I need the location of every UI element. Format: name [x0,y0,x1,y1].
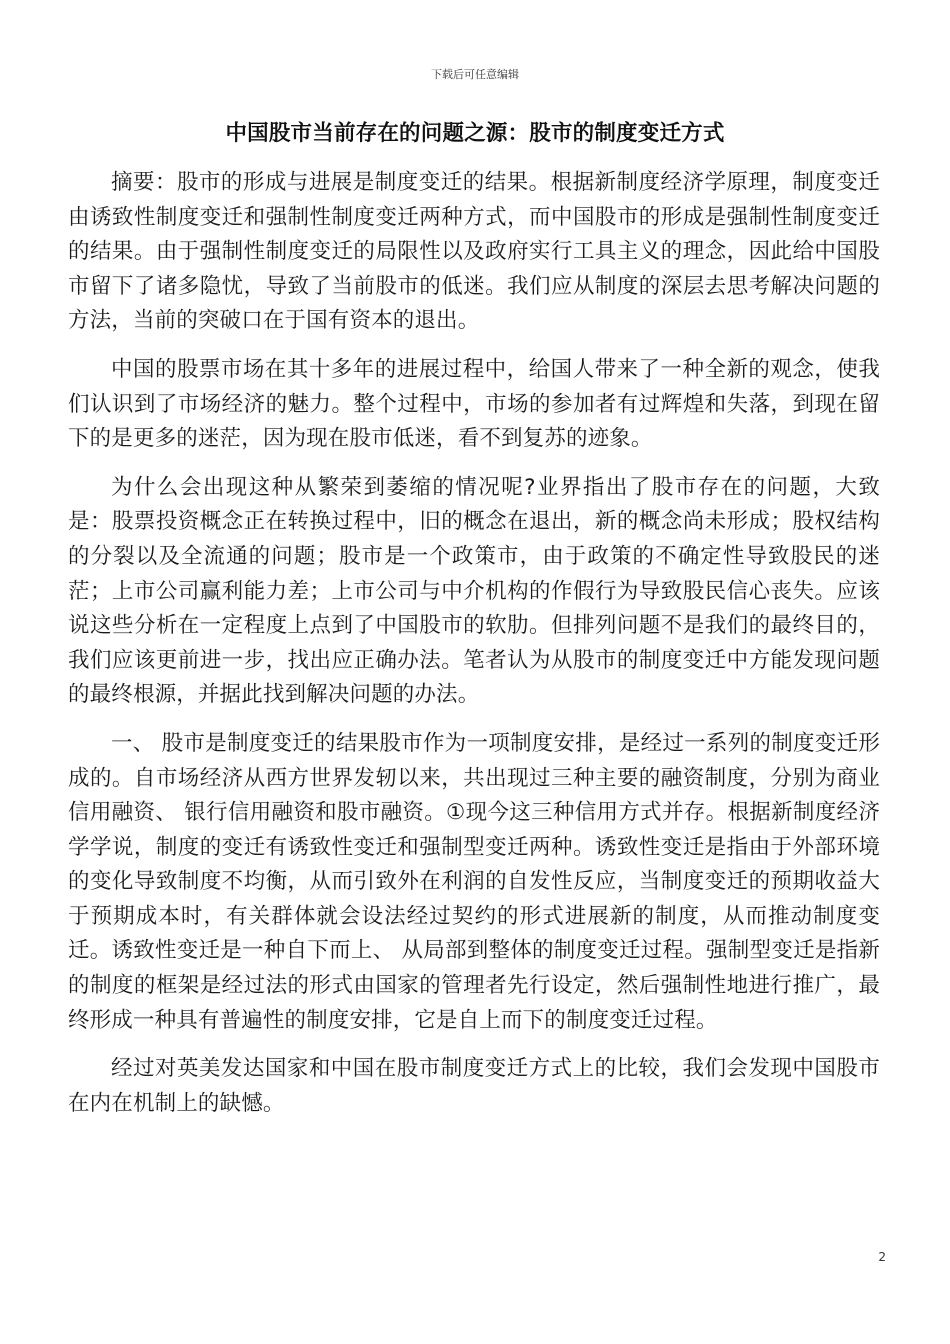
document-title: 中国股市当前存在的问题之源：股市的制度变迁方式 [225,121,725,146]
paragraph: 中国的股票市场在其十多年的进展过程中，给国人带来了一种全新的观念，使我们认识到了市场经济的魅力。整个过程中，市场的参加者有过辉煌和失落，到现在留下的是更多的迷茫，因为现在股市低迷，看不到复苏的迹象。 [68,356,880,452]
paragraph: 经过对英美发达国家和中国在股市制度变迁方式上的比较，我们会发现中国股市在内在机制上的缺憾。 [68,1056,880,1116]
paragraph: 为什么会出现这种从繁荣到萎缩的情况呢?业界指出了股市存在的问题，大致是：股票投资概念正在转换过程中，旧的概念在退出，新的概念尚未形成；股权结构的分裂以及全流通的问题；股市是一个政策市，由于政策的不确定性导致股民的迷茫；上市公司赢利能力差；上市公司与中介机构的作假行为导致股民信心丧失。应该说这些分析在一定程度上点到了中国股市的软肋。但排列问题不是我们的最终目的，我们应该更前进一步，找出应正确办法。笔者认为从股市的制度变迁中方能发现问题的最终根源，并据此找到解决问题的办法。 [68,474,880,708]
paragraph: 一、 股市是制度变迁的结果股市作为一项制度安排，是经过一系列的制度变迁形成的。自市场经济从西方世界发轫以来，共出现过三种主要的融资制度，分别为商业信用融资、 银行信用融资和股市融资。①现今这三种信用方式并存。根据新制度经济学学说，制度的变迁有诱致性变迁和强制型变迁两种。诱致性变迁是指由于外部环境的变化导致制度不均衡，从而引致外在利润的自发性反应，当制度变迁的预期收益大于预期成本时，有关群体就会设法经过契约的形式进展新的制度，从而推动制度变迁。诱致性变迁是一种自下而上、 从局部到整体的制度变迁过程。强制型变迁是指新的制度的框架是经过法的形式由国家的管理者先行设定，然后强制性地进行推广，最终形成一种具有普遍性的制度安排，它是自上而下的制度变迁过程。 [68,730,880,1033]
document-body [68,166,880,1135]
page-number: 2 [878,1250,886,1264]
header-note: 下载后可任意编辑 [431,68,519,81]
paragraph-abstract: 摘要：股市的形成与进展是制度变迁的结果。根据新制度经济学原理，制度变迁由诱致性制度变迁和强制性制度变迁两种方式，而中国股市的形成是强制性制度变迁的结果。由于强制性制度变迁的局限性以及政府实行工具主义的理念，因此给中国股市留下了诸多隐忧，导致了当前股市的低迷。我们应从制度的深层去思考解决问题的方法，当前的突破口在于国有资本的退出。 [68,170,880,334]
